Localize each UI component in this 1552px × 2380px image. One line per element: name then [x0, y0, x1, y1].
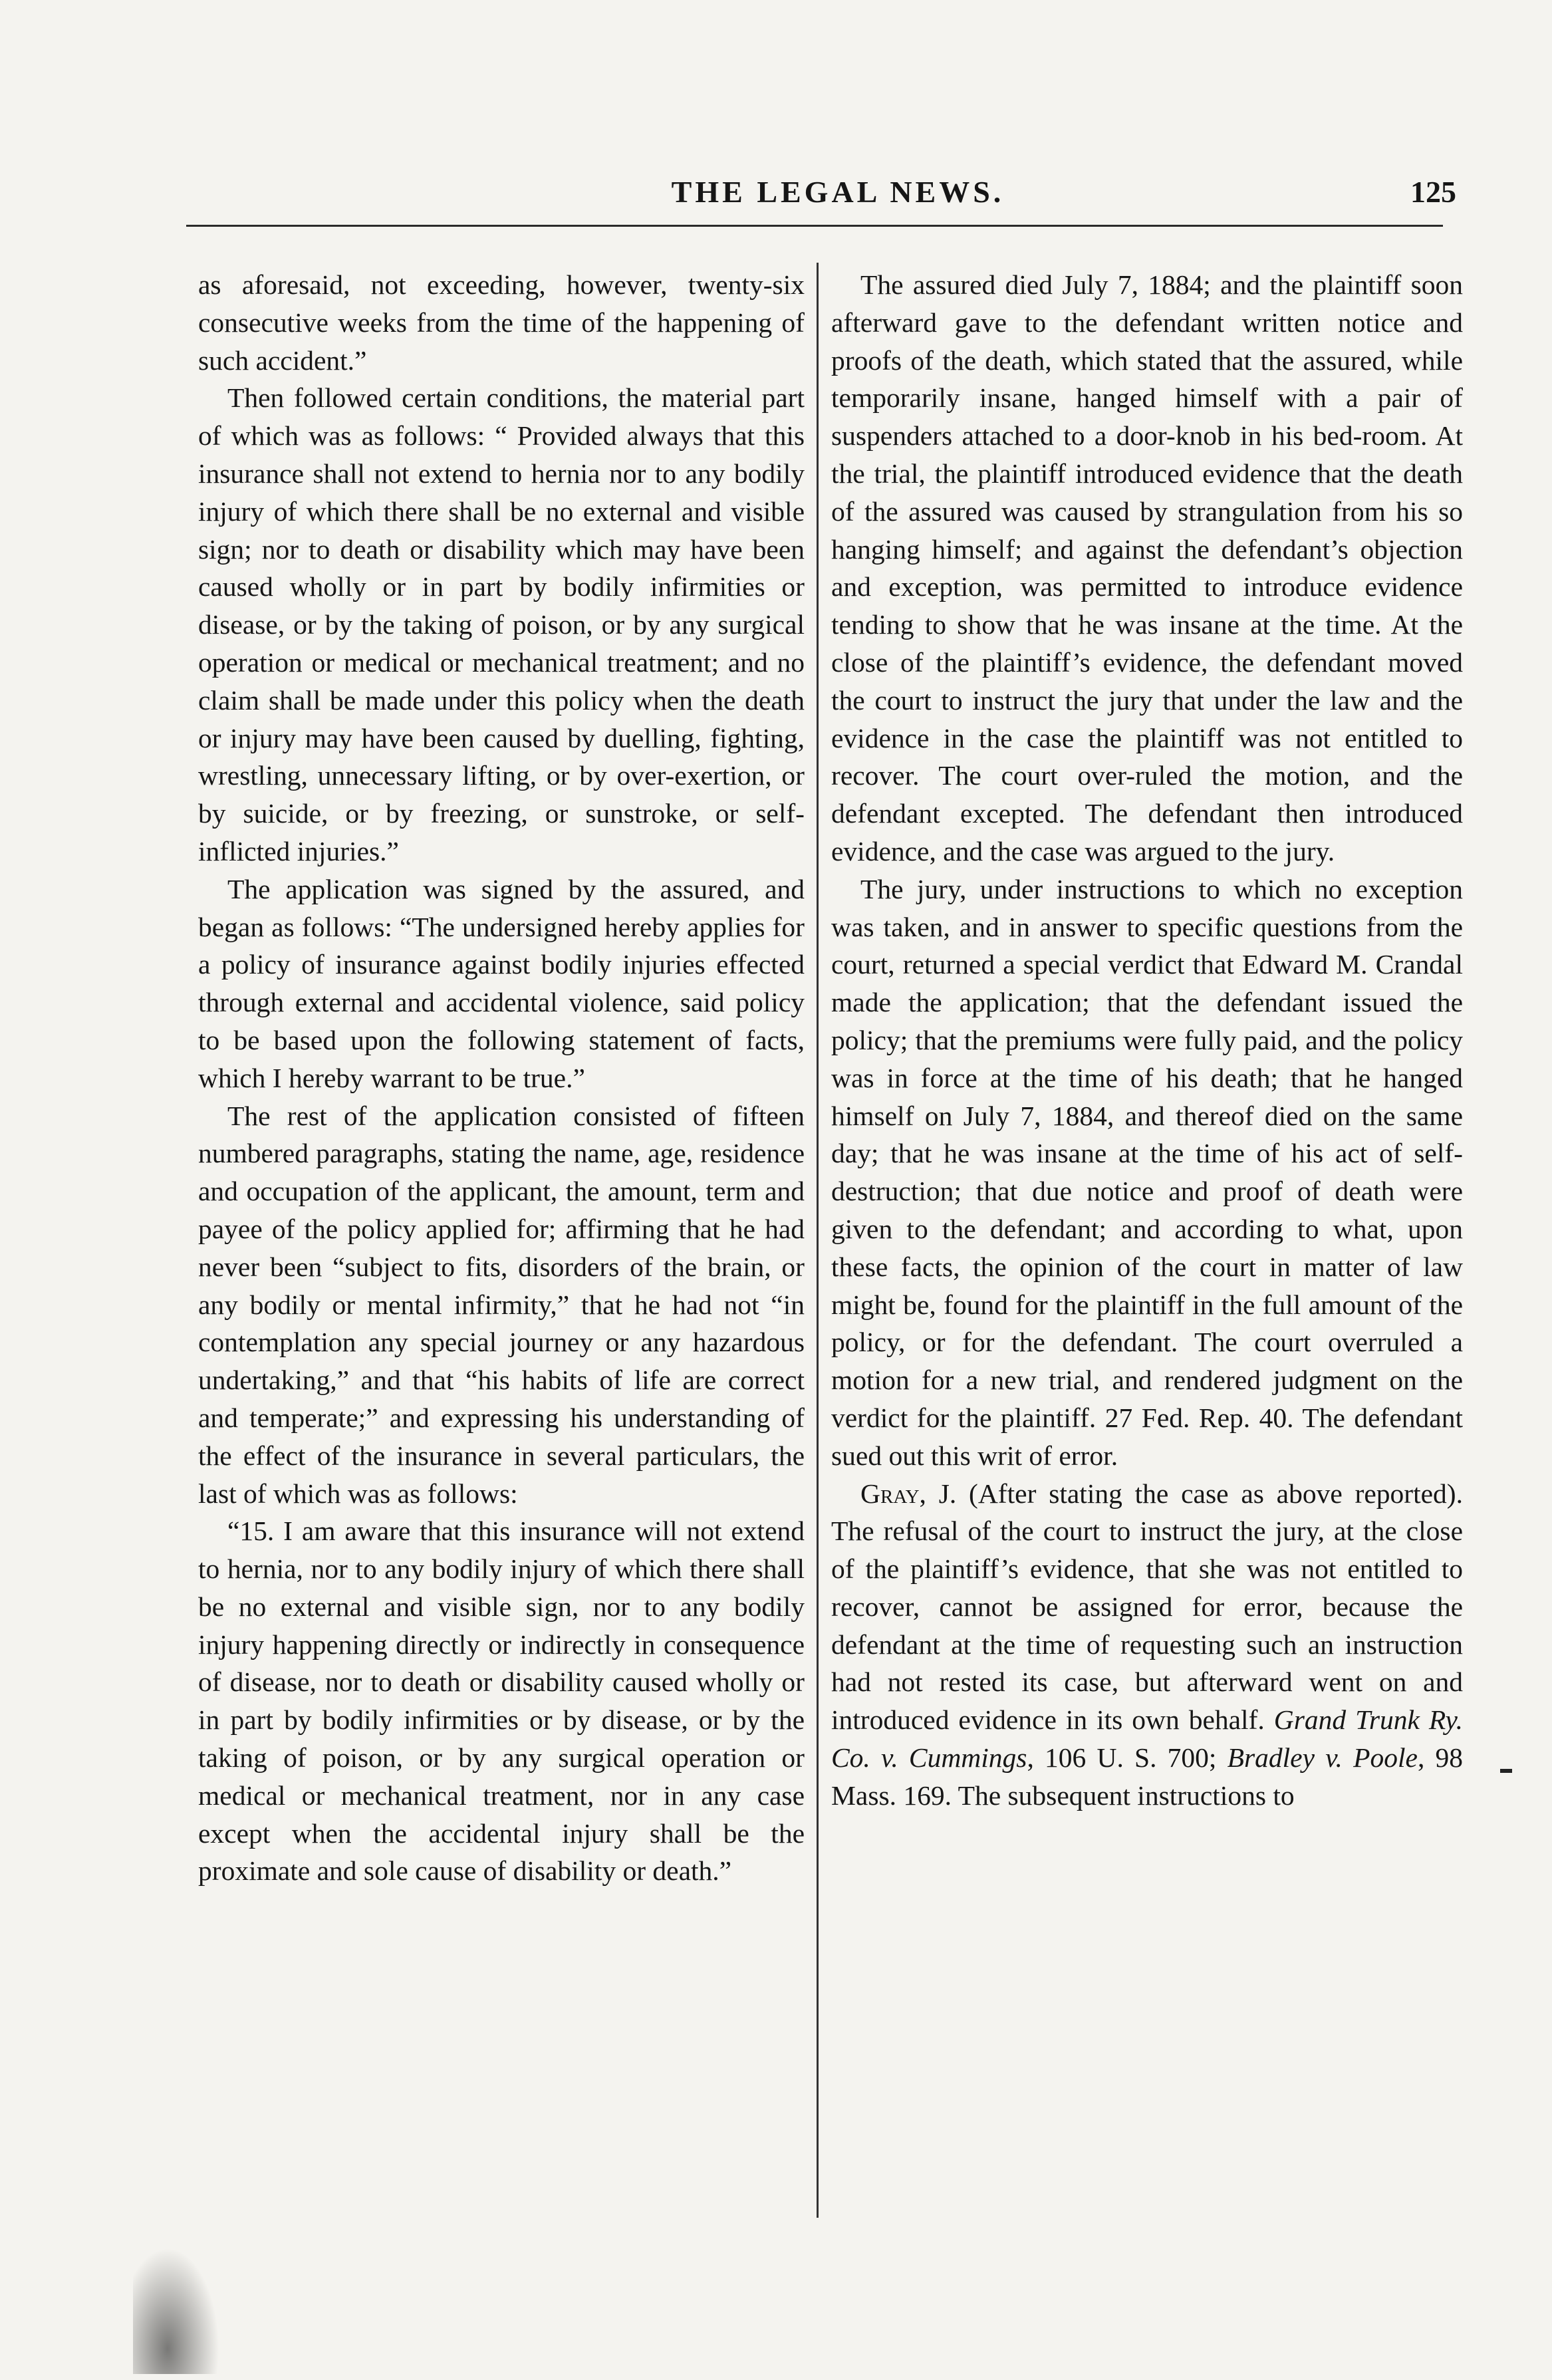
paragraph: The application was signed by the assured, and began as follows: “The undersigned hereby applies for a policy of insurance against bodily injuries effected through external and accidental violence, said policy to be based upon the following statement of facts, which I hereby warrant to be true.”	[198, 873, 805, 1093]
left-column	[198, 266, 805, 1890]
paragraph: The jury, under instructions to which no exception was taken, and in answer to specific questions from the court, returned a special verdict that Edward M. Crandal made the application; that the defendant issued the policy; that the premiums were fully paid, and the policy was in force at the time of his death; that he hanged himself on July 7, 1884, and thereof died on the same day; that he was insane at the time of his act of self-destruction; that due notice and proof of death were given to the defendant; and according to what, upon these facts, the opinion of the court in matter of law might be, found for the plaintiff in the full amount of the policy, or for the defendant. The court overruled a motion for a new trial, and rendered judgment on the verdict for the plaintiff. 27 Fed. Rep. 40. The defendant sued out this writ of error.	[831, 873, 1463, 1471]
case-citation: Grand Trunk Ry. Co. v. Cummings	[831, 1704, 1463, 1774]
judge-name: Gray, J.	[860, 1478, 957, 1509]
margin-mark	[1500, 1769, 1512, 1773]
paragraph: The assured died July 7, 1884; and the plaintiff soon afterward gave to the defendant written notice and proofs of the death, which stated that the assured, while temporarily insane, hanged himself with a pair of suspenders attached to a door-knob in his bed-room. At the trial, the plaintiff introduced evidence that the death of the assured was caused by strangulation from his so hanging himself; and against the defendant’s objection and exception, was permitted to introduce evidence tending to show that he was insane at the time. At the close of the plaintiff’s evidence, the defendant moved the court to instruct the jury that under the law and the evidence in the case the plaintiff was not entitled to recover. The court over-ruled the motion, and the defendant excepted. The defendant then introduced evidence, and the case was argued to the jury.	[831, 269, 1463, 866]
case-citation: Bradley v. Poole	[1227, 1742, 1418, 1774]
paragraph: Then followed certain conditions, the material part of which was as follows: “ Provided always that this insurance shall not extend to hernia nor to any bodily injury of which there shall be no external and visible sign; nor to death or disability which may have been caused wholly or in part by bodily infirmities or disease, or by the taking of poison, or by any surgical operation or medical or mechanical treatment; and no claim shall be made under this policy when the death or injury may have been caused by duelling, fighting, wrestling, unnecessary lifting, or by over-exertion, or by suicide, or by freezing, or sunstroke, or self-inflicted injuries.”	[198, 382, 805, 866]
header-rule	[186, 225, 1443, 227]
paragraph: as aforesaid, not exceeding, however, twenty-six consecutive weeks from the time of the happening of such accident.”	[198, 269, 805, 376]
opinion-text: (After stating the case as above reported). The refusal of the court to instruct the jury, at the close of the plaintiff’s evidence, that she was not entitled to recover, cannot be assigned for error, because the defendant at the time of requesting such an instruction had not rested its case, but afterward went on and introduced evidence in its own behalf.	[831, 1478, 1464, 1736]
opinion-text: , 106 U. S. 700;	[1027, 1742, 1228, 1774]
column-divider	[817, 263, 819, 2218]
ink-smudge	[133, 2248, 219, 2374]
opinion-paragraph	[831, 1475, 1463, 1815]
publication-title: THE LEGAL NEWS.	[671, 175, 1005, 209]
paragraph: “15. I am aware that this insurance will not extend to hernia, nor to any bodily injury of which there shall be no external and visible sign, nor to any bodily injury happening directly or indirectly in consequence of disease, nor to death or disability caused wholly or in part by bodily infirmities or by disease, or by the taking of poison, or by any surgical operation or medical or mechanical treatment, nor in any case except when the accidental injury shall be the proximate and sole cause of disability or death.”	[198, 1516, 805, 1887]
page-header	[186, 174, 1489, 221]
paragraph: The rest of the application consisted of fifteen numbered paragraphs, stating the name, age, residence and occupation of the applicant, the amount, term and payee of the policy applied for; affirming that he had never been “subject to fits, disorders of the brain, or any bodily or mental infirmity,” that he had not “in contemplation any special journey or any hazardous undertaking,” and that “his habits of life are correct and temperate;” and expressing his understanding of the effect of the insurance in several particulars, the last of which was as follows:	[198, 1100, 805, 1509]
page-number: 125	[1410, 175, 1456, 209]
opinion-text: , 98 Mass. 169. The subsequent instructions to	[831, 1742, 1464, 1811]
right-column	[831, 266, 1463, 1815]
